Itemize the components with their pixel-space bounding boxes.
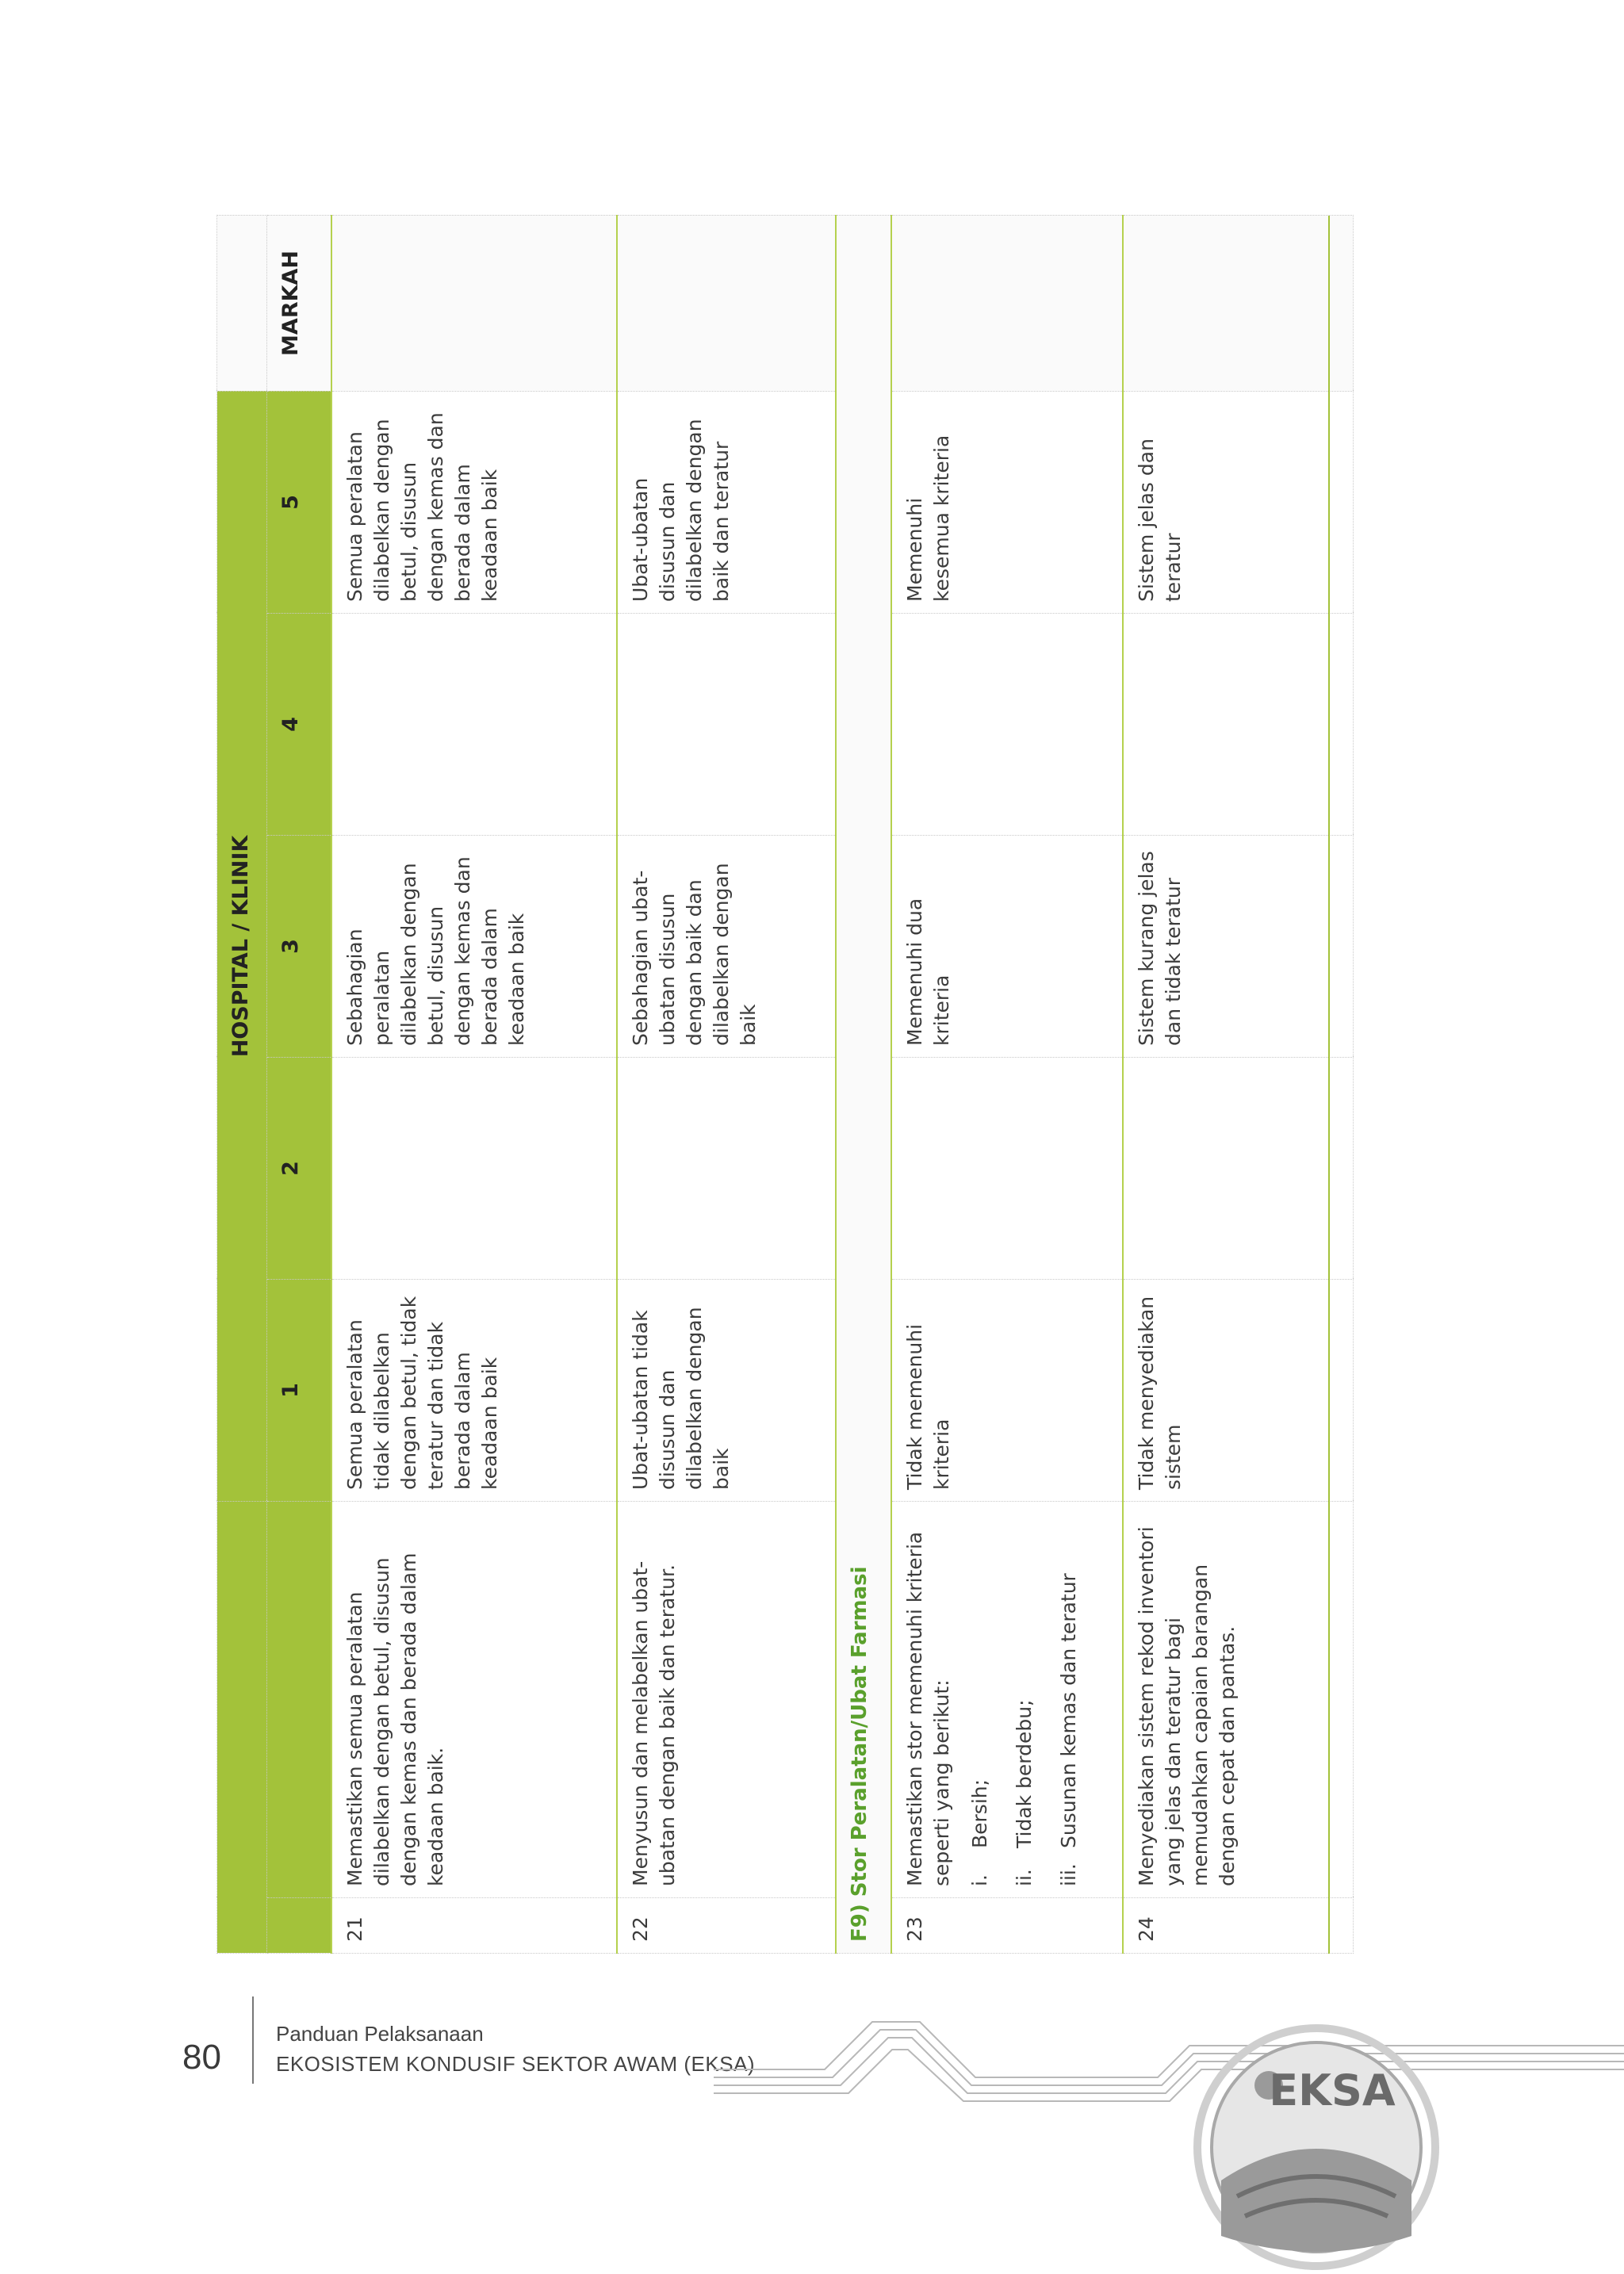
score-2-cell — [891, 1058, 1123, 1280]
column-header-1: 1 — [267, 1280, 332, 1502]
footer-subtitle: EKOSISTEM KONDUSIF SEKTOR AWAM (EKSA) — [276, 2052, 756, 2076]
list-item-text: Susunan kemas dan teratur — [1057, 1573, 1080, 1848]
column-header-4: 4 — [267, 614, 332, 836]
footer-divider — [252, 1996, 254, 2084]
footer-decoration — [714, 1998, 1624, 2274]
score-3-cell: Sebahagian ubat-ubatan disusun dengan baik dan dilabelkan dengan baik — [617, 836, 836, 1058]
row-criterion: Memastikan semua peralatan dilabelkan dengan betul, disusun dengan kemas dan berada dalam keadaan baik. — [331, 1502, 617, 1898]
section-header-row — [836, 215, 891, 1953]
score-4-cell — [1123, 614, 1353, 836]
list-item-text: Tidak berdebu; — [1013, 1699, 1036, 1848]
score-4-cell — [617, 614, 836, 836]
score-3-cell: Memenuhi dua kriteria — [891, 836, 1123, 1058]
list-item — [967, 1513, 994, 1886]
markah-cell — [617, 215, 836, 391]
row-criterion — [891, 1502, 1123, 1898]
table-row — [891, 215, 1123, 1953]
list-item — [1011, 1513, 1038, 1886]
score-3-cell: Sebahagian peralatan dilabelkan dengan betul, disusun dengan kemas dan berada dalam keadaan baik — [331, 836, 617, 1058]
score-1-cell: Semua peralatan tidak dilabelkan dengan betul, tidak teratur dan tidak berada dalam keadaan baik — [331, 1280, 617, 1502]
score-4-cell — [891, 614, 1123, 836]
criteria-list — [967, 1513, 1082, 1886]
column-header-5: 5 — [267, 391, 332, 613]
column-header-2: 2 — [267, 1058, 332, 1280]
score-5-cell: Semua peralatan dilabelkan dengan betul, disusun dengan kemas dan berada dalam keadaan baik — [331, 391, 617, 613]
footer-title: Panduan Pelaksanaan — [276, 2022, 484, 2046]
row-number: 22 — [617, 1898, 836, 1954]
eksa-logo — [1197, 2028, 1435, 2266]
list-item-text: Bersih; — [968, 1778, 991, 1848]
rotated-table-area — [216, 216, 1330, 1954]
logo-text: EKSA — [1269, 2065, 1396, 2115]
page-number: 80 — [182, 2038, 221, 2077]
score-4-cell — [331, 614, 617, 836]
score-1-cell: Ubat-ubatan tidak disusun dan dilabelkan dengan baik — [617, 1280, 836, 1502]
row-number: 21 — [331, 1898, 617, 1954]
row-number: 24 — [1123, 1898, 1353, 1954]
row-criterion: Menyediakan sistem rekod inventori yang jelas dan teratur bagi memudahkan capaian barangan dengan cepat dan pantas. — [1123, 1502, 1353, 1898]
score-2-cell — [617, 1058, 836, 1280]
score-3-cell: Sistem kurang jelas dan tidak teratur — [1123, 836, 1353, 1058]
score-5-cell: Memenuhi kesemua kriteria — [891, 391, 1123, 613]
score-1-cell: Tidak menyediakan sistem — [1123, 1280, 1353, 1502]
score-1-cell: Tidak memenuhi kriteria — [891, 1280, 1123, 1502]
column-header-markah: MARKAH — [267, 215, 332, 391]
row-number: 23 — [891, 1898, 1123, 1954]
table-row — [331, 215, 617, 1953]
score-5-cell: Sistem jelas dan teratur — [1123, 391, 1353, 613]
markah-cell — [1123, 215, 1353, 391]
list-item-numeral: ii. — [1013, 1869, 1036, 1886]
row-criterion: Menyusun dan melabelkan ubat-ubatan dengan baik dan teratur. — [617, 1502, 836, 1898]
score-2-cell — [1123, 1058, 1353, 1280]
rubric-table-wrapper — [216, 216, 1330, 1954]
list-item-numeral: iii. — [1057, 1863, 1080, 1886]
table-right-border — [1328, 216, 1330, 1954]
circuit-lines-graphic — [714, 2022, 1624, 2101]
rubric-table — [216, 215, 1354, 1954]
markah-cell — [331, 215, 617, 391]
group-header-hospital-klinik: HOSPITAL / KLINIK — [217, 391, 267, 1501]
score-2-cell — [331, 1058, 617, 1280]
list-item — [1055, 1513, 1082, 1886]
table-row — [617, 215, 836, 1953]
table-column-header-row — [267, 215, 332, 1953]
list-item-numeral: i. — [968, 1874, 991, 1886]
row-criterion-text: Memastikan stor memenuhi kriteria seperti yang berikut: — [903, 1531, 953, 1886]
table-row — [1123, 215, 1353, 1953]
markah-cell — [891, 215, 1123, 391]
table-group-header-row — [217, 215, 267, 1953]
score-5-cell: Ubat-ubatan disusun dan dilabelkan dengan baik dan teratur — [617, 391, 836, 613]
section-title: F9) Stor Peralatan/Ubat Farmasi — [836, 215, 891, 1953]
column-header-3: 3 — [267, 836, 332, 1058]
